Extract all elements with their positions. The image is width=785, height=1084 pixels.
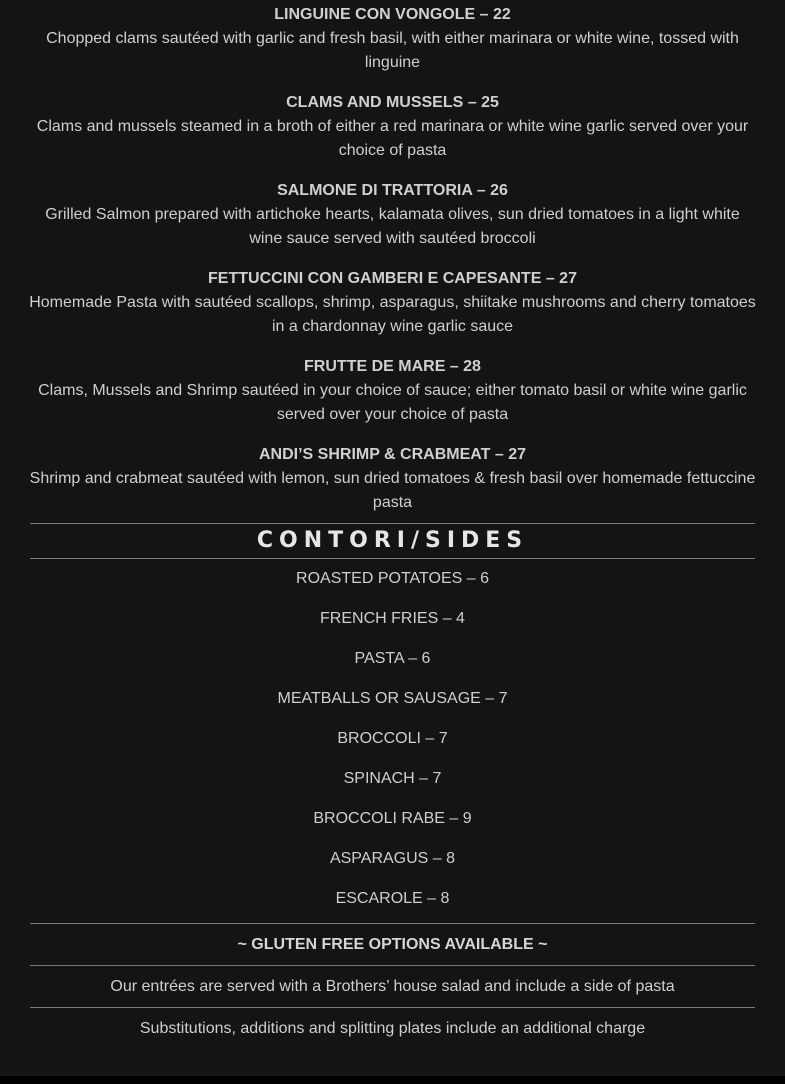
- side-item: BROCCOLI RABE – 9: [313, 810, 472, 827]
- section-heading-sides: CONTORI/SIDES: [256, 528, 529, 553]
- menu-item-title: ANDI’S SHRIMP & CRABMEAT – 27: [259, 446, 526, 463]
- menu-item-description: Clams, Mussels and Shrimp sautéed in your choice of sauce; either tomato basil or white wine garlic served over your choice of pasta: [38, 382, 747, 423]
- gluten-free-note: ~ GLUTEN FREE OPTIONS AVAILABLE ~: [237, 936, 548, 953]
- menu-item-description: Shrimp and crabmeat sautéed with lemon, sun dried tomatoes & fresh basil over homemade fettuccine pasta: [29, 470, 756, 511]
- substitutions-note: Substitutions, additions and splitting plates include an additional charge: [139, 1020, 646, 1037]
- menu-item: [0, 91, 785, 163]
- side-item: ROASTED POTATOES – 6: [296, 570, 489, 587]
- side-item: SPINACH – 7: [343, 770, 442, 787]
- side-item: FRENCH FRIES – 4: [320, 610, 465, 627]
- sides-list: [0, 559, 785, 923]
- menu-item-title: SALMONE DI TRATTORIA – 26: [277, 182, 508, 199]
- menu-item-description: Homemade Pasta with sautéed scallops, shrimp, asparagus, shiitake mushrooms and cherry tomatoes in a chardonnay wine garlic sauce: [29, 294, 756, 335]
- menu-item: [0, 443, 785, 515]
- entree-list: [0, 0, 785, 515]
- side-item: PASTA – 6: [354, 650, 431, 667]
- menu-item-description: Grilled Salmon prepared with artichoke hearts, kalamata olives, sun dried tomatoes in a light white wine sauce served with sautéed broccoli: [45, 206, 740, 247]
- side-item: BROCCOLI – 7: [337, 730, 448, 747]
- side-item: MEATBALLS OR SAUSAGE – 7: [277, 690, 508, 707]
- menu-item-title: FETTUCCINI CON GAMBERI E CAPESANTE – 27: [208, 270, 577, 287]
- menu-item: [0, 179, 785, 251]
- menu-item: [0, 3, 785, 75]
- entree-note: Our entrées are served with a Brothers’ house salad and include a side of pasta: [110, 978, 675, 995]
- menu-item-title: FRUTTE DE MARE – 28: [304, 358, 481, 375]
- menu-item: [0, 267, 785, 339]
- menu-item-description: Chopped clams sautéed with garlic and fresh basil, with either marinara or white wine, tossed with linguine: [46, 30, 739, 71]
- menu-item-title: CLAMS AND MUSSELS – 25: [286, 94, 499, 111]
- side-item: ESCAROLE – 8: [335, 890, 450, 907]
- side-item: ASPARAGUS – 8: [329, 850, 456, 867]
- menu-item-title: LINGUINE CON VONGOLE – 22: [274, 6, 511, 23]
- menu-item-description: Clams and mussels steamed in a broth of either a red marinara or white wine garlic served over your choice of pasta: [36, 118, 749, 159]
- menu-item: [0, 355, 785, 427]
